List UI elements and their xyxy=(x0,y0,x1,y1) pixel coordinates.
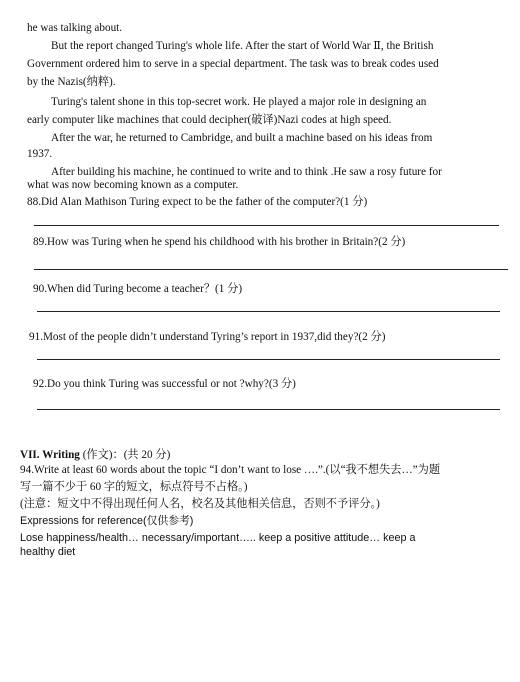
question-89: 89.How was Turing when he spend his childhood with his brother in Britain?(2 分) xyxy=(33,236,406,248)
writing-heading-score: (作文)：(共 20 分) xyxy=(79,449,171,461)
question-91: 91.Most of the people didn’t understand Tyring’s report in 1937,did they?(2 分) xyxy=(29,331,386,343)
expressions-label: Expressions for reference(仅供参考) xyxy=(20,515,194,527)
expressions-line: Lose happiness/health… necessary/important….. keep a positive attitude… keep a xyxy=(20,532,416,544)
answer-line-91[interactable] xyxy=(37,359,500,360)
passage-line: by the Nazis(纳粹). xyxy=(27,76,116,88)
passage-line: early computer like machines that could decipher(破译)Nazi codes at high speed. xyxy=(27,114,392,126)
passage-line: But the report changed Turing's whole life. After the start of World War Ⅱ, the British xyxy=(51,40,434,52)
answer-line-90[interactable] xyxy=(37,311,500,312)
answer-line-92[interactable] xyxy=(37,409,500,410)
passage-line: what was now becoming known as a computer. xyxy=(27,179,239,191)
passage-line: Turing's talent shone in this top-secret work. He played a major role in designing an xyxy=(51,96,427,108)
question-92: 92.Do you think Turing was successful or not ?why?(3 分) xyxy=(33,378,296,390)
question-88: 88.Did Alan Mathison Turing expect to be the father of the computer?(1 分) xyxy=(27,196,368,208)
passage-line: After building his machine, he continued to write and to think .He saw a rosy future for xyxy=(51,166,442,178)
writing-prompt-line: 94.Write at least 60 words about the topic “I don’t want to lose ….”.(以“我不想失去…”为题 xyxy=(20,464,441,476)
writing-note: (注意：短文中不得出现任何人名，校名及其他相关信息，否则不予评分。) xyxy=(20,498,380,510)
answer-line-89[interactable] xyxy=(34,269,508,270)
passage-line: 1937. xyxy=(27,148,53,160)
expressions-line: healthy diet xyxy=(20,546,76,558)
answer-line-88[interactable] xyxy=(34,225,499,226)
passage-line: Government ordered him to serve in a special department. The task was to break codes used xyxy=(27,58,439,70)
passage-line: he was talking about. xyxy=(27,22,123,34)
passage-line: After the war, he returned to Cambridge, and built a machine based on his ideas from xyxy=(51,132,433,144)
writing-heading xyxy=(20,448,170,462)
writing-prompt-line: 写一篇不少于 60 字的短文，标点符号不占格。) xyxy=(20,481,248,493)
question-90: 90.When did Turing become a teacher？(1 分) xyxy=(33,283,243,295)
writing-heading-label: VII. Writing xyxy=(20,449,80,461)
